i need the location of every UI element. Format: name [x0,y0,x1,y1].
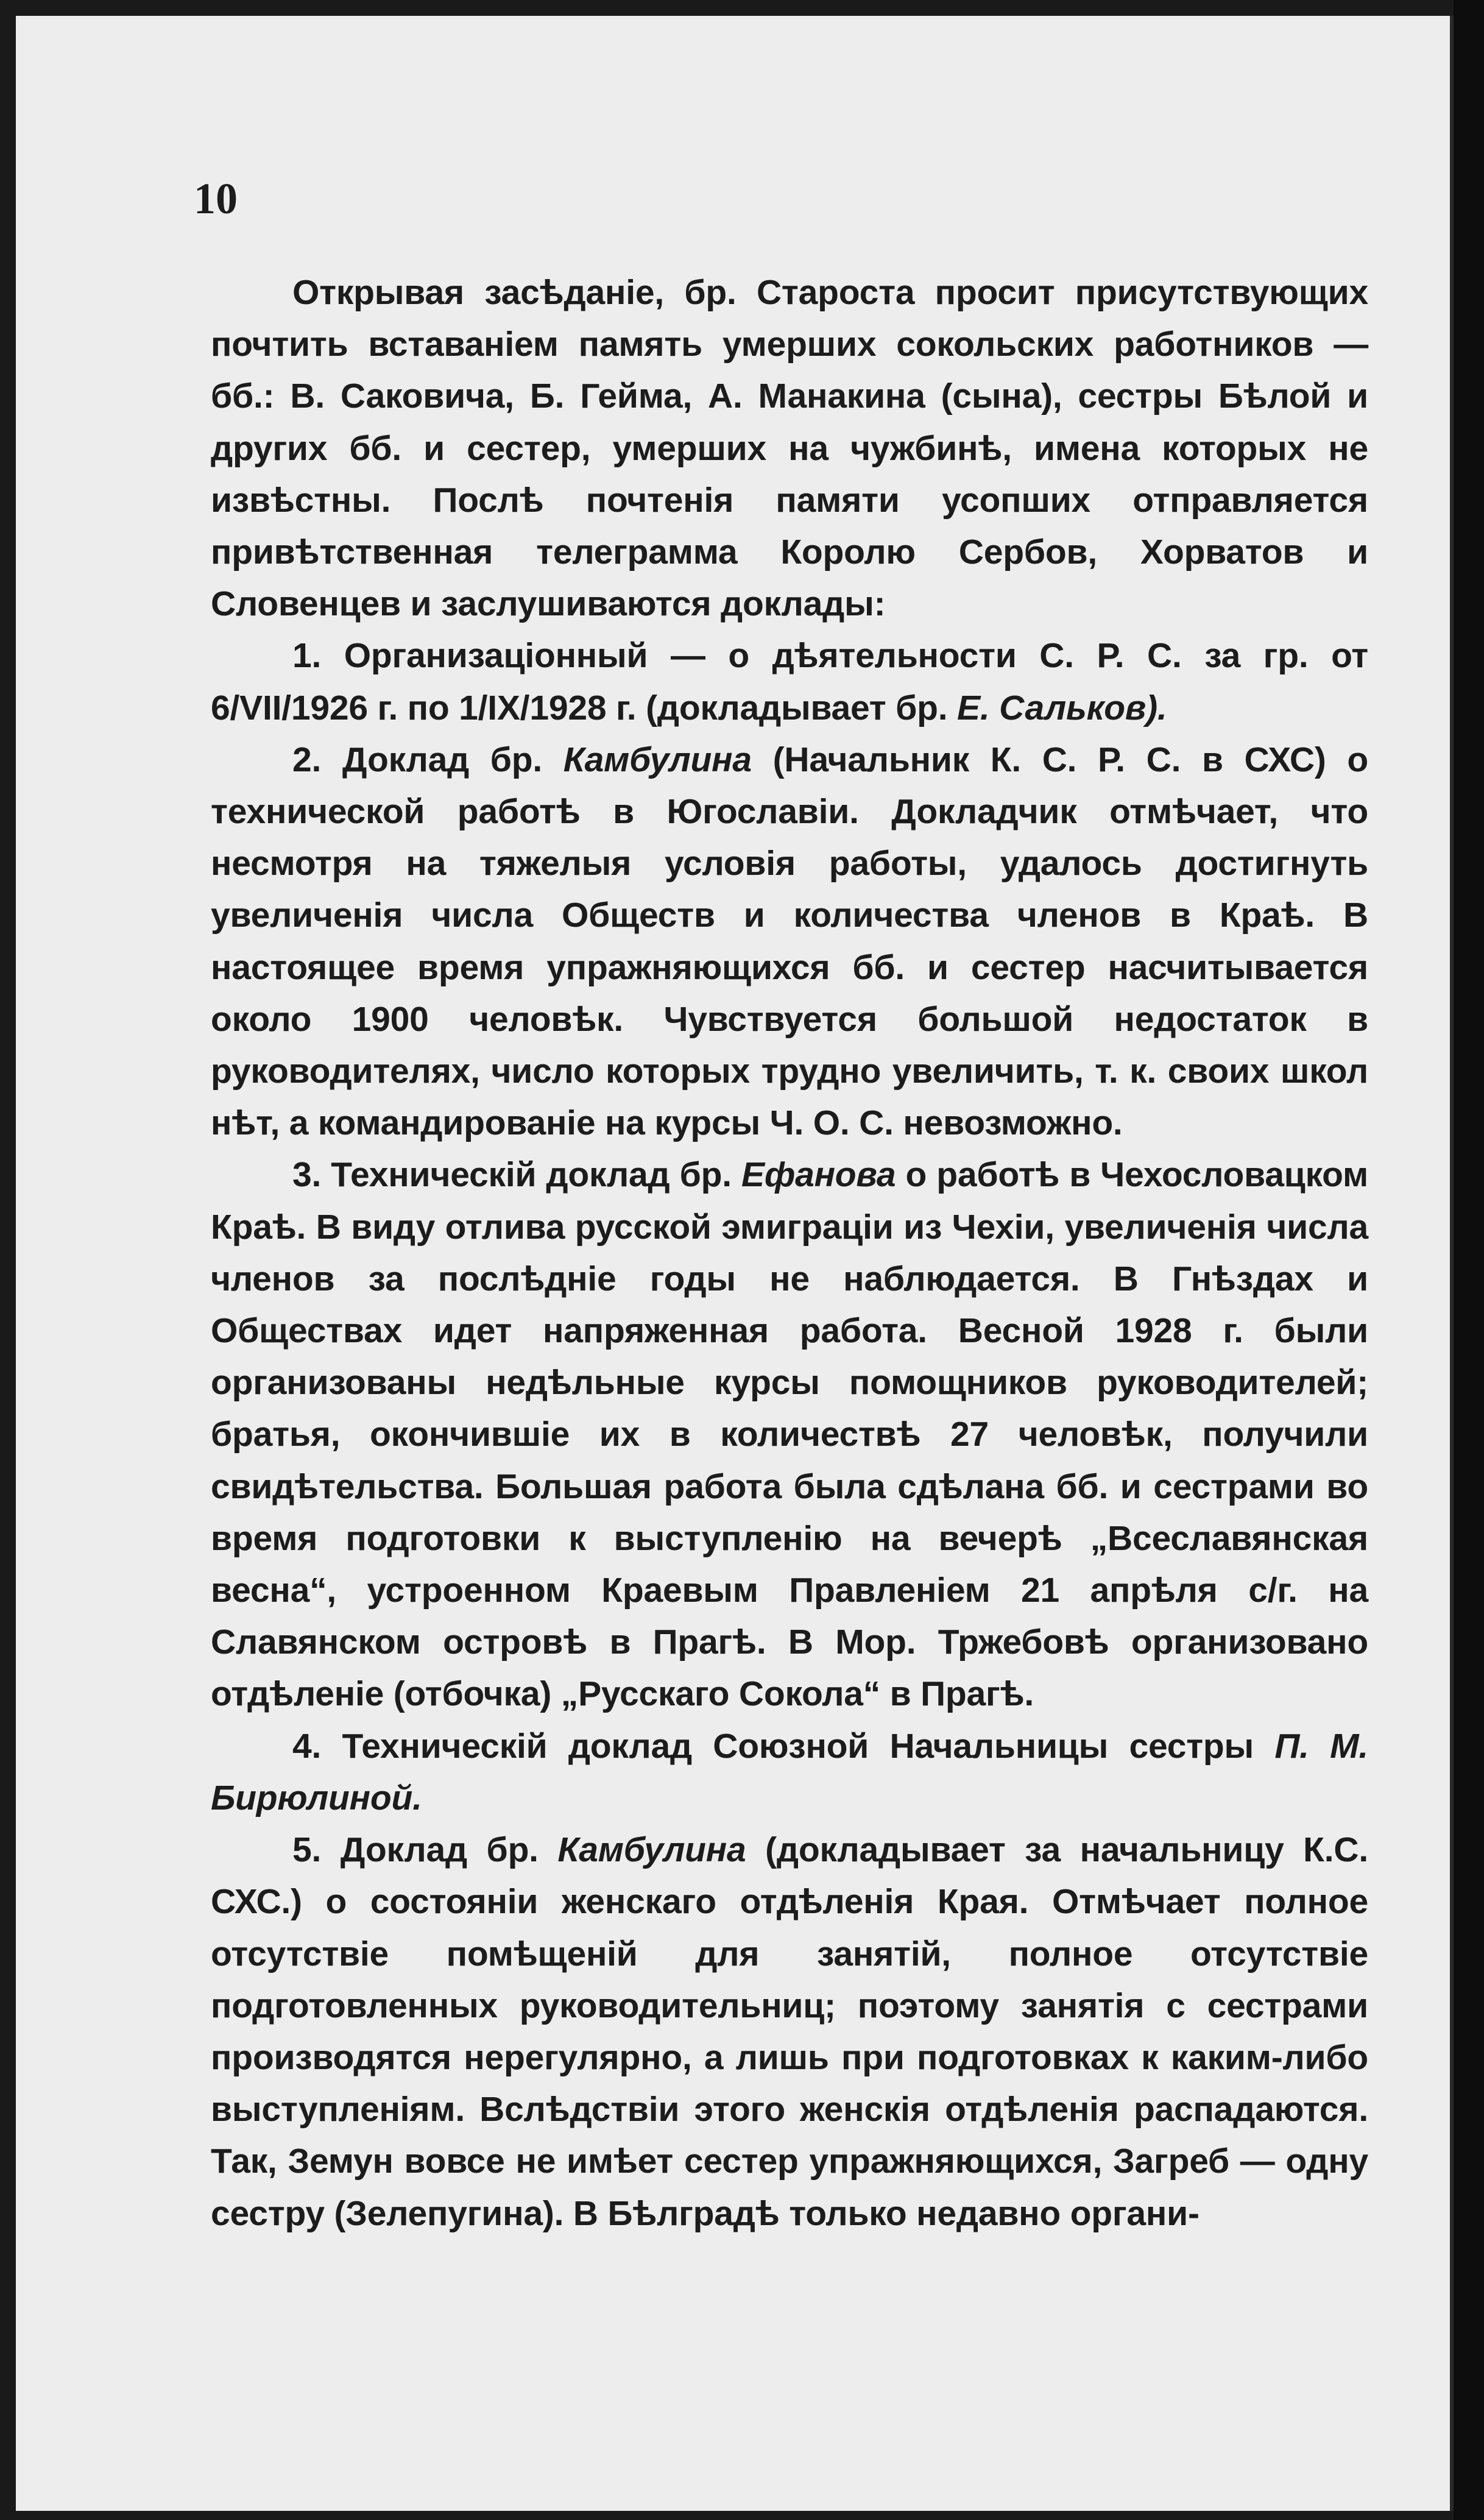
paragraph-report-1 [211,630,1368,734]
report-2-speaker: Камбулина [563,740,752,779]
report-5-text: 5. Доклад бр. [292,1830,558,1870]
report-3-speaker: Ефанова [741,1155,896,1195]
report-1-speaker: Е. Сальков). [957,688,1167,727]
paragraph-report-3 [211,1149,1368,1720]
report-1-text: 1. Организаціонный — о дѣятельности С. Р. С. за гр. от 6/VII/1926 г. по 1/IX/1928 г. (докладывает бр. [211,636,1368,727]
body-text [211,267,1368,2240]
report-5-speaker: Камбулина [557,1830,746,1870]
report-2-tail: (Начальник К. С. Р. С. в СХС) о технической работѣ в Югославіи. Докладчик отмѣчает, что несмотря на тяжелыя условія работы, удалось достигнуть увеличенія числа Обществ и количества членов в Краѣ. В настоящее время упражняющихся бб. и сестер насчитывается около 1900 человѣк. Чувствуется большой недостаток в руководителях, число которых трудно увеличить, т. к. своих школ нѣт, а командированіе на курсы Ч. О. С. невозможно. [211,740,1369,1143]
report-4-text: 4. Техническій доклад Союзной Начальницы сестры [292,1726,1275,1766]
scan-edge [1454,0,1484,2520]
report-5-tail: (докладывает за начальницу К.С. СХС.) о состояніи женскаго отдѣленія Края. Отмѣчает полное отсутствіе помѣщеній для занятій, полное отсутствіе подготовленных руководительниц; поэтому занятія с сестрами производятся нерегулярно, а лишь при подготовках к каким-либо выступленіям. Вслѣдствіи этого женскія отдѣленія распадаются. Так, Земун вовсе не имѣет сестер упражняющихся, Загреб — одну сестру (Зелепугина). В Бѣлградѣ только недавно органи- [211,1830,1368,2233]
paragraph-report-4 [211,1721,1368,1824]
report-3-text: 3. Техническій доклад бр. [292,1155,742,1195]
report-2-text: 2. Доклад бр. [292,740,564,779]
page-number: 10 [194,174,238,223]
report-4-speaker: П. М. Бирюлиной. [211,1726,1368,1817]
paragraph-report-2 [211,734,1368,1150]
paragraph-report-5 [211,1824,1368,2240]
paragraph-opening: Открывая засѣданіе, бр. Староста просит присутствующих почтить вставаніем память умерших сокольских работников — бб.: В. Саковича, Б. Гейма, А. Манакина (сына), сестры Бѣлой и других бб. и сестер, умерших на чужбинѣ, имена которых не извѣстны. Послѣ почтенія памяти усопших отправляется привѣтственная телеграмма Королю Сербов, Хорватов и Словенцев и заслушиваются доклады: [211,273,1368,624]
report-3-tail: о работѣ в Чехословацком Краѣ. В виду отлива русской эмиграціи из Чехіи, увеличенія числа членов за послѣдніе годы не наблюдается. В Гнѣздах и Обществах идет напряженная работа. Весной 1928 г. были организованы недѣльные курсы помощников руководителей; братья, окончившіе их в количествѣ 27 человѣк, получили свидѣтельства. Большая работа была сдѣлана бб. и сестрами во время подготовки к выступленію на вечерѣ „Всеславянская весна“, устроенном Краевым Правленіем 21 апрѣля с/г. на Славянском островѣ в Прагѣ. В Мор. Тржебовѣ организовано отдѣленіе (отбочка) „Русскаго Сокола“ в Прагѣ. [211,1155,1368,1714]
